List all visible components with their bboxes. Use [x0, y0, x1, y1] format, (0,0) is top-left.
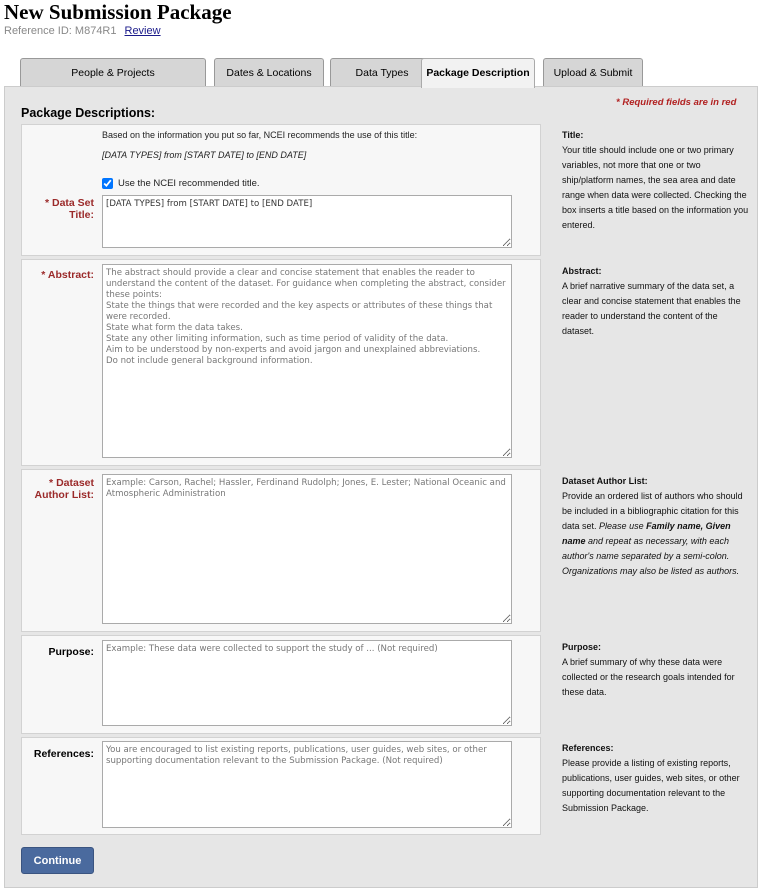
required-star: *: [49, 477, 54, 489]
tab-data-types[interactable]: Data Types: [330, 58, 434, 86]
author-help-t3: Family name, Given name: [562, 521, 731, 546]
tab-people-projects[interactable]: People & Projects: [20, 58, 206, 86]
data-set-title-label: [36, 197, 94, 221]
recommend-text: Based on the information you put so far, NCEI recommends the use of this title:: [102, 130, 418, 140]
continue-button[interactable]: Continue: [21, 847, 94, 874]
title-help: [562, 128, 750, 233]
page-title: New Submission Package: [4, 0, 232, 24]
data-set-title-label-text: Data Set Title:: [51, 197, 94, 221]
purpose-help-text: A brief summary of why these data were collected or the research goals intended for these data.: [562, 657, 735, 697]
purpose-label: Purpose:: [48, 646, 94, 658]
author-help-t2: Please use: [599, 521, 644, 531]
tab-dates-locations[interactable]: Dates & Locations: [214, 58, 324, 86]
references-help: [562, 741, 750, 816]
abstract-help-text: A brief narrative summary of the data set, a clear and concise statement that enables the reader to understand the content of the dataset.: [562, 281, 741, 336]
use-recommended-title[interactable]: [102, 178, 260, 189]
purpose-help: [562, 640, 750, 700]
data-set-title-input[interactable]: [DATA TYPES] from [START DATE] to [END DATE]: [102, 195, 512, 248]
author-list-label: [30, 477, 94, 501]
references-label: References:: [33, 748, 94, 760]
author-help-heading: Dataset Author List:: [562, 476, 648, 486]
required-star: *: [41, 269, 46, 281]
author-help: [562, 474, 750, 579]
title-help-text: Your title should include one or two primary variables, not more that one or two ship/platform names, the sea area and date range when data were collected. Checking the box inserts a title based on the information you entered.: [562, 145, 749, 230]
use-recommended-checkbox[interactable]: [102, 178, 113, 189]
tab-package-description[interactable]: Package Description: [421, 58, 535, 88]
author-help-text: [562, 489, 750, 579]
section-heading: Package Descriptions:: [21, 106, 156, 120]
reference-label: Reference ID: M874R1: [4, 25, 117, 37]
references-help-heading: References:: [562, 743, 614, 753]
purpose-help-heading: Purpose:: [562, 642, 602, 652]
reference-id: [4, 25, 161, 37]
title-help-heading: Title:: [562, 130, 584, 140]
references-help-text: Please provide a listing of existing reports, publications, user guides, web sites, or other supporting documentation relevant to the Submission Package.: [562, 758, 740, 813]
review-link[interactable]: Review: [124, 25, 161, 37]
author-help-t1: Provide an ordered list of authors who should be included in a bibliographic citation for this data set.: [562, 491, 743, 531]
required-note: * Required fields are in red: [616, 97, 737, 108]
required-star: *: [44, 197, 50, 209]
recommended-title: [DATA TYPES] from [START DATE] to [END DATE]: [102, 150, 307, 160]
tab-upload-submit[interactable]: Upload & Submit: [543, 58, 643, 86]
author-list-label-text: Dataset Author List:: [34, 477, 94, 501]
abstract-help: [562, 264, 750, 339]
abstract-label-text: Abstract:: [47, 269, 94, 281]
abstract-input[interactable]: The abstract should provide a clear and concise statement that enables the reader to understand the content of the dataset. For guidance when completing the abstract, consider these points: State the things that were recorded and the key aspects or attributes of these things that were recorded. State what form the data takes. State any other limiting information, such as time period of validity of the data. Aim to be understood by non-experts and avoid jargon and unexplained abbreviations. Do not include general background information.: [102, 264, 512, 458]
purpose-input[interactable]: Example: These data were collected to support the study of ... (Not required): [102, 640, 512, 726]
author-help-t4: and repeat as necessary, with each author's name separated by a semi-colon. Organizations may also be listed as authors.: [562, 536, 740, 576]
references-input[interactable]: You are encouraged to list existing reports, publications, user guides, web sites, or other supporting documentation relevant to the Submission Package. (Not required): [102, 741, 512, 828]
abstract-label: [30, 269, 94, 281]
use-recommended-label: Use the NCEI recommended title.: [118, 178, 260, 189]
abstract-help-heading: Abstract:: [562, 266, 602, 276]
author-list-input[interactable]: Example: Carson, Rachel; Hassler, Ferdinand Rudolph; Jones, E. Lester; National Oceanic and Atmospheric Administration: [102, 474, 512, 624]
